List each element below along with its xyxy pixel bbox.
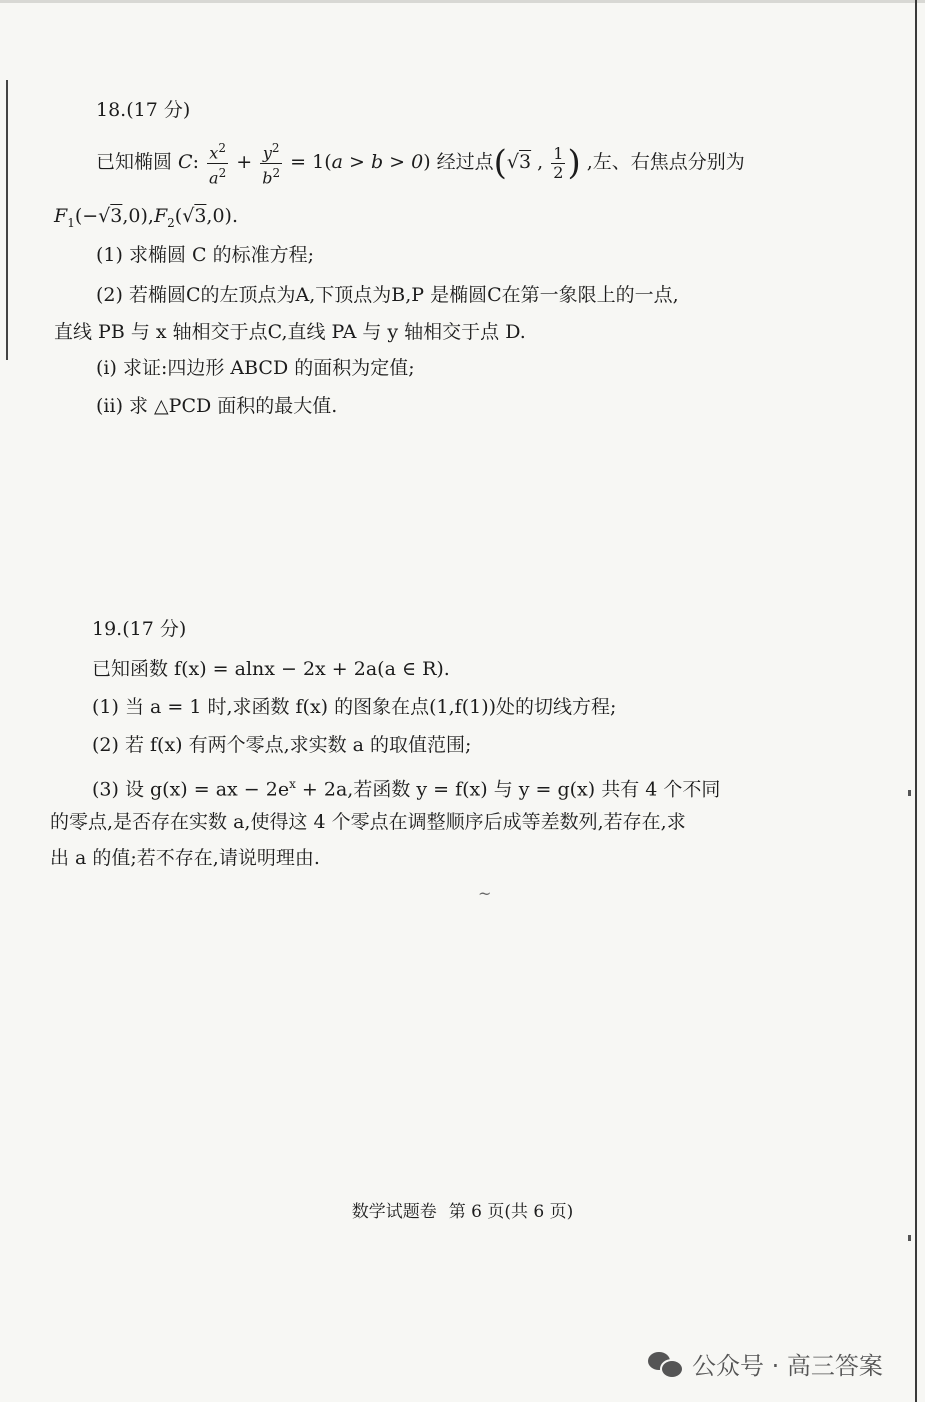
exp-2: 2 (218, 141, 226, 156)
scan-mark (908, 1235, 911, 1241)
den-2: 2 (553, 162, 564, 182)
var-F: F (54, 205, 68, 227)
sqrt-3: 3 (194, 205, 207, 227)
q18-intro-text: 已知椭圆 (96, 151, 179, 173)
page-footer (0, 1197, 925, 1222)
page-top-edge (0, 0, 925, 3)
exp-2: 2 (218, 165, 227, 180)
condition: a > b > 0 (331, 151, 424, 173)
sqrt-3: 3 (110, 205, 123, 227)
f2-open: ( (174, 205, 183, 227)
q18-foci-text: ,左、右焦点分别为 (580, 151, 745, 173)
q19-part3a-post: + 2a,若函数 y = f(x) 与 y = g(x) 共有 4 个不同 (295, 778, 721, 801)
var-a: a (209, 167, 219, 187)
var-b: b (262, 167, 273, 187)
num-1: 1 (553, 143, 564, 163)
var-F: F (153, 205, 168, 227)
page-left-edge (6, 80, 8, 360)
passes-point: ) 经过点 (423, 151, 494, 173)
f2-close: ,0). (206, 205, 239, 227)
var-x: x (209, 143, 219, 163)
watermark (648, 1346, 883, 1381)
page-right-edge (915, 0, 917, 1402)
q18-foci-line: $F_1(-√3,0),F_2(√3,0)$. (54, 205, 239, 230)
q18-part2b: 直线 PB 与 x 轴相交于点C,直线 PA 与 y 轴相交于点 D. (54, 321, 526, 343)
f1-open: (− (74, 205, 99, 227)
sqrt-3: 3 (519, 151, 532, 173)
wechat-icon (648, 1350, 682, 1378)
exp-2: 2 (271, 141, 280, 156)
fraction-one-half (551, 145, 565, 182)
plus-sign: + (230, 151, 259, 173)
var-y: y (262, 143, 272, 163)
q19-part3a (92, 772, 720, 801)
q19-header: 19.(17 分) (92, 618, 187, 640)
q19-part3c: 出 a 的值;若不存在,请说明理由. (50, 847, 320, 869)
q18-part2a: (2) 若椭圆C的左顶点为A,下顶点为B,P 是椭圆C在第一象限上的一点, (96, 284, 679, 306)
pen-mark: ~ (478, 884, 492, 903)
left-paren: ( (493, 143, 507, 183)
footer-title: 数学试题卷 (351, 1202, 437, 1222)
q19-part3a-pre: (3) 设 g(x) = ax − 2e (92, 778, 290, 801)
equals-one: = 1( (284, 151, 332, 173)
exp-2: 2 (272, 165, 281, 180)
q19-part2: (2) 若 f(x) 有两个零点,求实数 a 的取值范围; (92, 734, 472, 756)
colon: : (192, 151, 199, 173)
watermark-text: 公众号 · 高三答案 (692, 1352, 883, 1380)
q18-part1: (1) 求椭圆 C 的标准方程; (96, 244, 314, 266)
sub-2: 2 (167, 215, 175, 230)
q18-intro-line: 已知椭圆 C: $\frac{x^2}{a^2}$ + $\frac{y^2}{b^2}$ = 1(a > b > 0) 经过点(√3 , $\frac{1}{2}$ ) ,左、右焦点分别为 (96, 141, 745, 187)
scan-mark (908, 790, 911, 796)
fraction-y2-b2 (260, 139, 282, 187)
footer-page: 第 6 页(共 6 页) (448, 1202, 574, 1222)
q19-part3b: 的零点,是否存在实数 a,使得这 4 个零点在调整顺序后成等差数列,若存在,求 (50, 811, 686, 833)
q18-header: 18.(17 分) (96, 99, 191, 121)
q19-part1: (1) 当 a = 1 时,求函数 f(x) 的图象在点(1,f(1))处的切线方程; (92, 696, 617, 718)
fraction-x2-a2 (207, 139, 228, 187)
q18-part2ii: (ii) 求 △PCD 面积的最大值. (96, 395, 338, 417)
comma: , (531, 151, 550, 173)
right-paren: ) (567, 143, 581, 183)
q18-part2i: (i) 求证:四边形 ABCD 的面积为定值; (96, 357, 415, 379)
sub-1: 1 (67, 215, 75, 230)
exp-x: x (289, 777, 296, 791)
ellipse-name: C (178, 151, 193, 173)
f1-close: ,0), (122, 205, 154, 227)
q19-intro: 已知函数 f(x) = alnx − 2x + 2a(a ∈ R). (92, 658, 450, 680)
